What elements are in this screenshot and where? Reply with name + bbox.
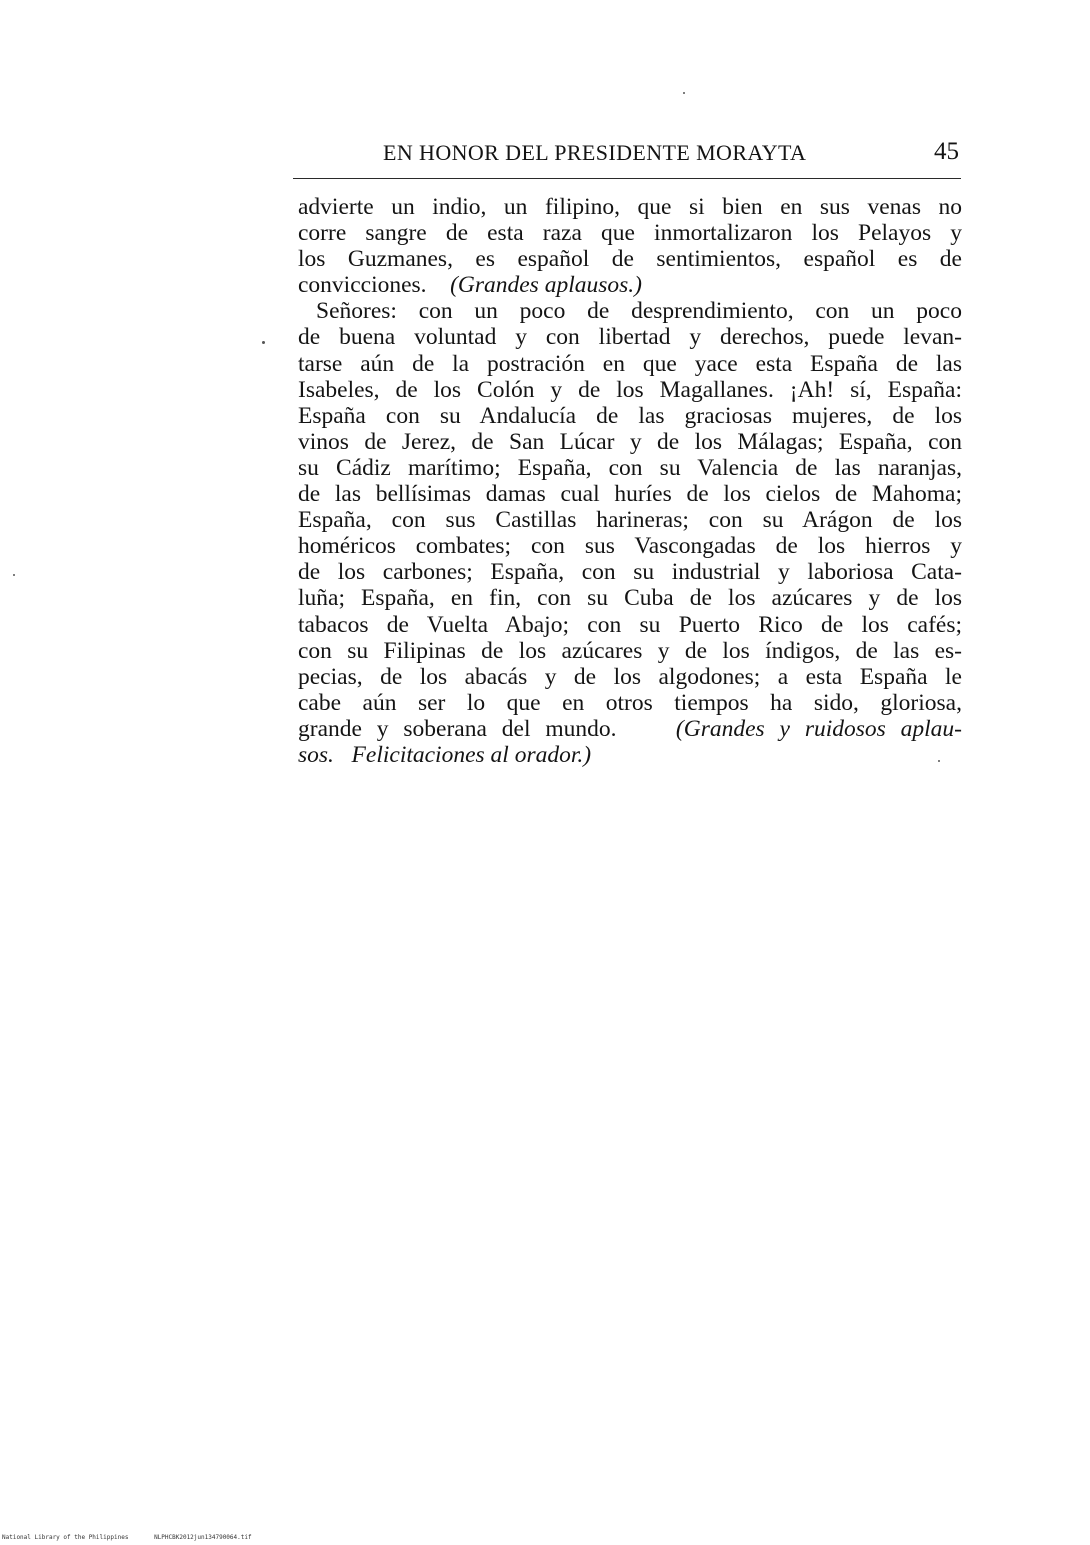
scan-speck (13, 574, 15, 576)
text-line: Señores: con un poco de desprendimiento, con un poco (316, 298, 962, 325)
text-line: homéricos combates; con sus Vascongadas de los hierros y (298, 533, 962, 560)
text-line: de los carbones; España, con su industrial y laboriosa Cata- (298, 559, 962, 586)
text-line (298, 272, 962, 298)
text-fragment: grande y soberana del mundo. (298, 715, 617, 742)
text-fragment: convicciones. (298, 272, 427, 299)
body-text (298, 194, 962, 768)
scan-footer (2, 1534, 274, 1541)
text-line: vinos de Jerez, de San Lúcar y de los Málagas; España, con (298, 428, 962, 455)
stage-direction-applause: (Grandes y ruidosos aplau- (675, 715, 962, 742)
text-line: tabacos de Vuelta Abajo; con su Puerto Rico de los cafés; (298, 611, 962, 638)
file-id: NLPHCBK2012jun134790064.tif (154, 1534, 252, 1541)
text-line: España con su Andalucía de las graciosas mujeres, de los (298, 402, 962, 429)
scan-speck (683, 92, 685, 94)
text-fragment: sos. (298, 741, 334, 768)
text-line: cabe aún ser lo que en otros tiempos ha sido, gloriosa, (298, 689, 962, 716)
text-line: corre sangre de esta raza que inmortalizaron los Pelayos y (298, 220, 962, 247)
text-line: luña; España, en fin, con su Cuba de los azúcares y de los (298, 585, 962, 612)
scan-speck (262, 341, 265, 344)
library-credit: National Library of the Philippines (2, 1534, 129, 1541)
text-line: pecias, de los abacás y de los algodones; a esta España le (298, 663, 962, 690)
text-line (298, 716, 962, 742)
stage-direction-felicitaciones: Felicitaciones al orador.) (351, 741, 592, 768)
text-line (298, 742, 962, 768)
text-line: su Cádiz marítimo; España, con su Valencia de las naranjas, (298, 454, 962, 481)
text-line: tarse aún de la postración en que yace esta España de las (298, 350, 962, 377)
running-title: EN HONOR DEL PRESIDENTE MORAYTA (383, 140, 807, 165)
text-line: advierte un indio, un filipino, que si bien en sus venas no (298, 194, 962, 220)
text-line: de buena voluntad y con libertad y derechos, puede levan- (298, 324, 962, 351)
stage-direction-applause: (Grandes aplausos.) (450, 272, 642, 299)
running-head (293, 138, 961, 179)
text-line: de las bellísimas damas cual huríes de los cielos de Mahoma; (298, 481, 962, 508)
text-line: Isabeles, de los Colón y de los Magallanes. ¡Ah! sí, España: (298, 376, 962, 403)
page-number: 45 (934, 138, 959, 165)
text-line: con su Filipinas de los azúcares y de los índigos, de las es- (298, 637, 962, 664)
text-line: los Guzmanes, es español de sentimientos, español es de (298, 246, 962, 273)
scan-speck (938, 760, 940, 762)
text-line: España, con sus Castillas harineras; con su Arágon de los (298, 507, 962, 534)
